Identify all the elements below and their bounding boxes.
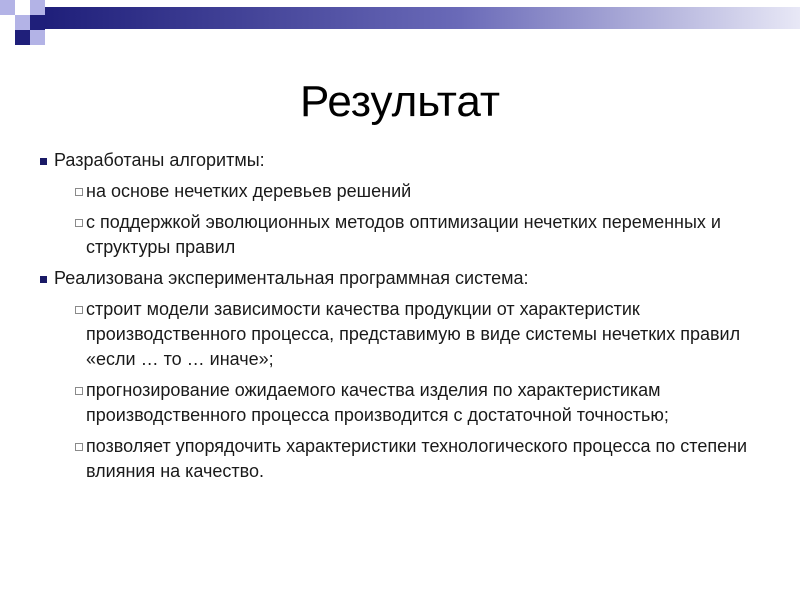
bullet-point-1 <box>38 148 758 173</box>
sub-bullet <box>38 434 758 484</box>
bullet-text: Реализована экспериментальная программная система: <box>54 268 529 288</box>
hollow-square-bullet-icon <box>75 443 83 451</box>
header-decoration <box>0 0 800 60</box>
square-bullet-icon <box>40 158 47 165</box>
hollow-square-bullet-icon <box>75 387 83 395</box>
hollow-square-bullet-icon <box>75 306 83 314</box>
sub-bullet <box>38 297 758 372</box>
sub-bullet-text: с поддержкой эволюционных методов оптимизации нечетких переменных и структуры правил <box>86 212 721 257</box>
slide-title: Результат <box>299 77 501 126</box>
sub-bullet <box>38 179 758 204</box>
sub-bullet <box>38 210 758 260</box>
sub-bullet <box>38 378 758 428</box>
sub-bullet-text: на основе нечетких деревьев решений <box>86 181 412 201</box>
bullet-text: Разработаны алгоритмы: <box>54 150 265 170</box>
sub-bullet-text: позволяет упорядочить характеристики технологического процесса по степени влияния на качество. <box>86 436 748 481</box>
hollow-square-bullet-icon <box>75 219 83 227</box>
slide-content <box>38 148 758 490</box>
sub-bullet-text: прогнозирование ожидаемого качества изделия по характеристикам производственного процесса производится с достаточной точностью; <box>86 380 669 425</box>
square-bullet-icon <box>40 276 47 283</box>
bullet-point-2 <box>38 266 758 291</box>
hollow-square-bullet-icon <box>75 188 83 196</box>
sub-bullet-text: строит модели зависимости качества продукции от характеристик производственного процесса, представимую в виде системы нечетких правил «если … то … иначе»; <box>86 299 741 369</box>
